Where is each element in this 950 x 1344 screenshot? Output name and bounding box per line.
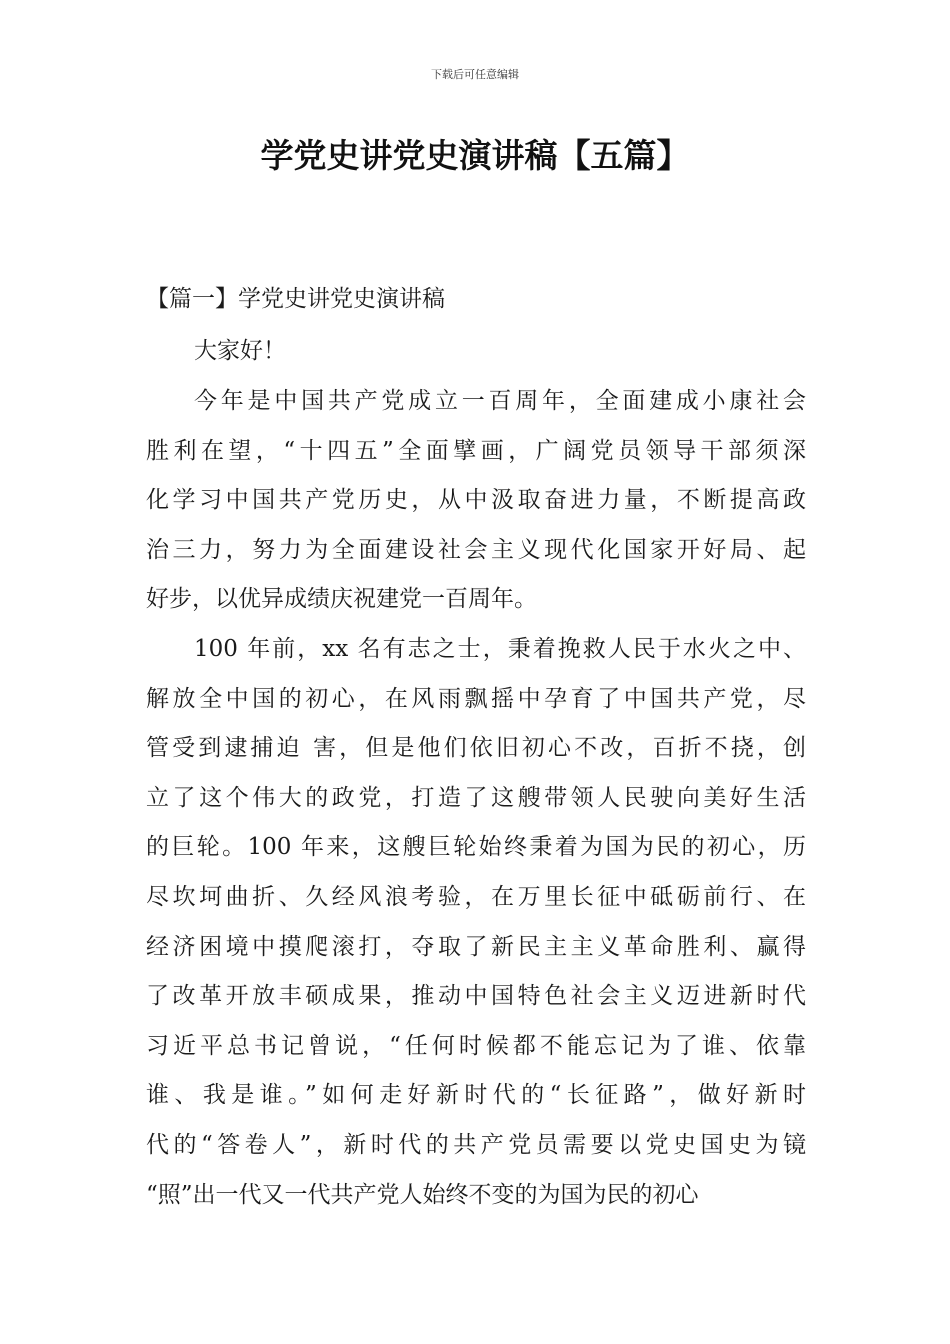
paragraph-line: 好步，以优异成绩庆祝建党一百周年。: [146, 586, 537, 613]
paragraph-line: 管受到逮捕迫 害，但是他们依旧初心不改，百折不挠，创: [146, 735, 806, 762]
paragraph-line: 今年是中国共产党成立一百周年，全面建成小康社会: [194, 388, 806, 414]
section-heading: 【篇一】学党史讲党史演讲稿: [146, 286, 445, 312]
paragraph-1: [146, 377, 806, 625]
paragraph-line: 解放全中国的初心，在风雨飘摇中孕育了中国共产党，尽: [146, 685, 806, 712]
paragraph-line: 代的“答卷人”，新时代的共产党员需要以党史国史为镜: [146, 1131, 806, 1158]
document-title: 学党史讲党史演讲稿【五篇】: [260, 136, 690, 175]
paragraph-line: 100 年前，xx 名有志之士，秉着挽救人民于水火之中、: [194, 636, 806, 662]
paragraph-line: 尽坎坷曲折、久经风浪考验，在万里长征中砥砺前行、在: [146, 883, 806, 910]
paragraph-line: 经济困境中摸爬滚打，夺取了新民主主义革命胜利、赢得: [146, 933, 806, 960]
paragraph-line: 的巨轮。100 年来，这艘巨轮始终秉着为国为民的初心，历: [146, 834, 806, 861]
paragraph-2: [146, 625, 806, 1220]
greeting: 大家好！: [194, 338, 286, 364]
paragraph-line: 胜利在望，“十四五”全面擘画，广阔党员领导干部须深: [146, 437, 806, 464]
paragraph-line: 立了这个伟大的政党，打造了这艘带领人民驶向美好生活: [146, 784, 806, 811]
paragraph-line: 谁、我是谁。”如何走好新时代的“长征路”，做好新时: [146, 1082, 806, 1109]
paragraph-line: 了改革开放丰硕成果，推动中国特色社会主义迈进新时代: [146, 983, 806, 1010]
header-note: 下载后可任意编辑: [431, 68, 519, 81]
paragraph-line: 治三力，努力为全面建设社会主义现代化国家开好局、起: [146, 536, 806, 563]
paragraph-line: 化学习中国共产党历史，从中汲取奋进力量，不断提高政: [146, 487, 806, 514]
paragraph-line: “照”出一代又一代共产党人始终不变的为国为民的初心: [146, 1181, 699, 1208]
paragraph-line: 习近平总书记曾说，“任何时候都不能忘记为了谁、依靠: [146, 1032, 806, 1059]
